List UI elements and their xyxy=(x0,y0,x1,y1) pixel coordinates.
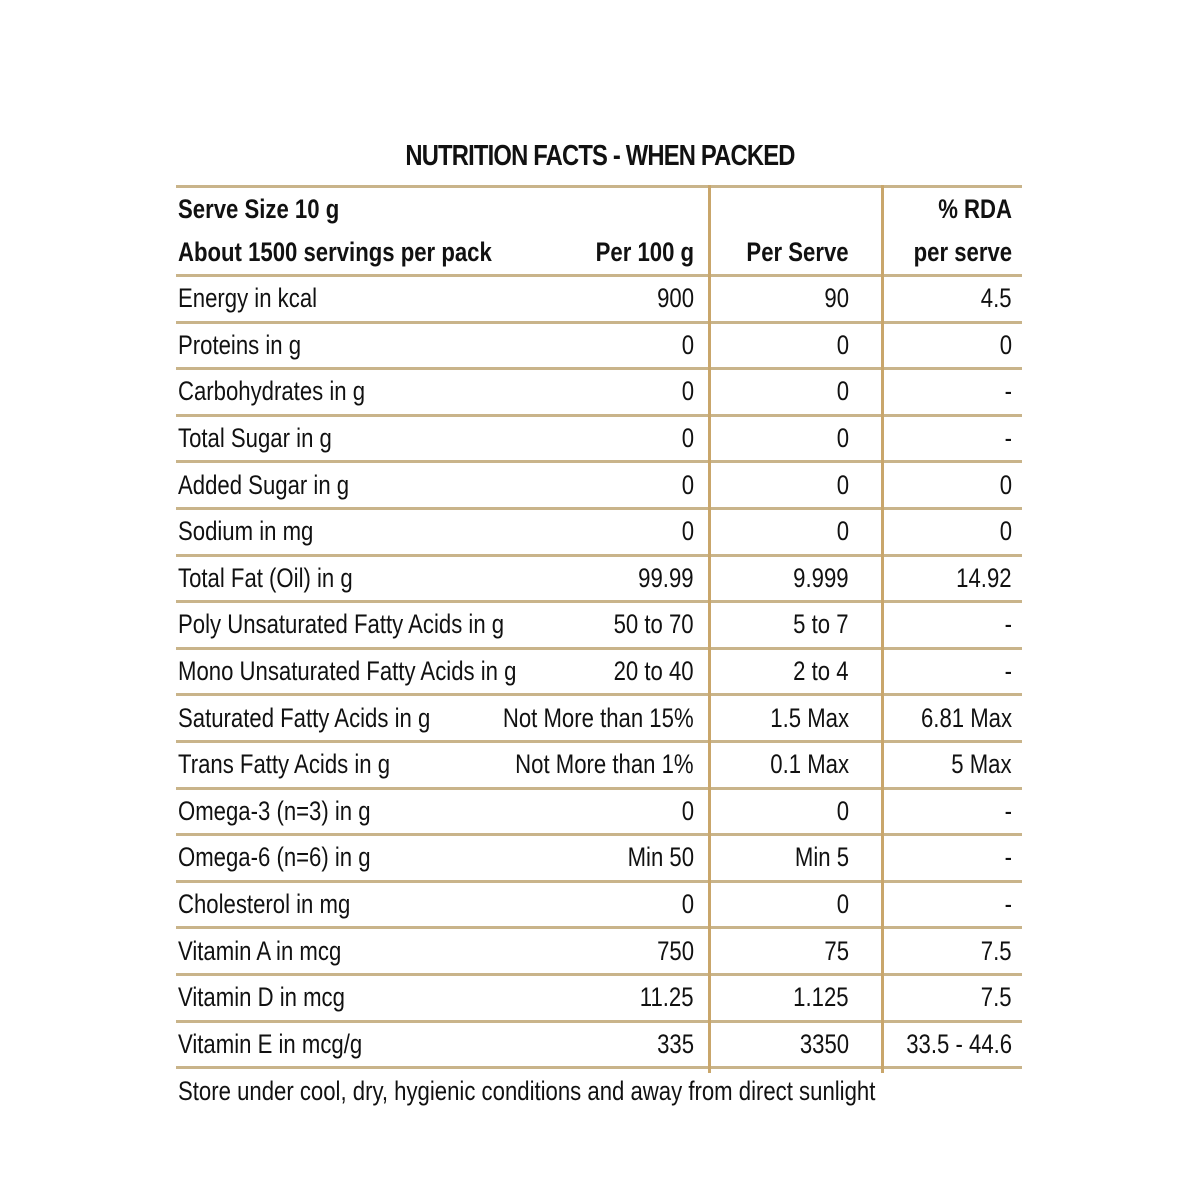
per-100g-value: 0 xyxy=(681,795,694,826)
rda-value: 0 xyxy=(999,469,1012,500)
table-row xyxy=(176,463,1022,510)
rda-value: 6.81 Max xyxy=(920,702,1012,733)
rda-value: 4.5 xyxy=(981,283,1012,314)
header-row-1 xyxy=(176,185,1022,231)
rda-value: 0 xyxy=(999,516,1012,547)
rda-value: - xyxy=(1004,609,1012,640)
per-serve-value: 90 xyxy=(824,283,849,314)
per-serve-value: 9.999 xyxy=(793,562,849,593)
table-row xyxy=(176,696,1022,743)
nutrient-label: Vitamin A in mcg xyxy=(178,935,342,966)
table-row xyxy=(176,929,1022,976)
table-row xyxy=(176,324,1022,371)
nutrient-label: Omega-6 (n=6) in g xyxy=(178,842,371,873)
column-divider-2 xyxy=(881,185,884,1073)
nutrient-label: Saturated Fatty Acids in g xyxy=(178,702,431,733)
rda-value: 0 xyxy=(999,329,1012,360)
rda-value: 14.92 xyxy=(956,562,1012,593)
per-100g-value: 750 xyxy=(657,935,694,966)
per-100g-value: 0 xyxy=(681,889,694,920)
table-row xyxy=(176,370,1022,417)
nutrient-label: Vitamin D in mcg xyxy=(178,982,345,1013)
header-row-2 xyxy=(176,231,1022,277)
per-serve-value: 0 xyxy=(836,516,849,547)
serve-size: Serve Size 10 g xyxy=(178,194,340,224)
per-100g-value: 0 xyxy=(681,329,694,360)
rda-header-line2: per serve xyxy=(913,237,1012,267)
nutrient-label: Energy in kcal xyxy=(178,283,318,314)
per-serve-value: 5 to 7 xyxy=(793,609,849,640)
nutrient-label: Carbohydrates in g xyxy=(178,376,366,407)
per-100g-value: 99.99 xyxy=(638,562,694,593)
table-row xyxy=(176,277,1022,324)
per-100g-value: Min 50 xyxy=(627,842,694,873)
per-100g-header: Per 100 g xyxy=(595,237,694,267)
per-100g-value: 0 xyxy=(681,516,694,547)
per-serve-value: 0 xyxy=(836,889,849,920)
table-row xyxy=(176,743,1022,790)
rda-value: - xyxy=(1004,889,1012,920)
per-100g-value: Not More than 15% xyxy=(503,702,694,733)
nutrition-title: NUTRITION FACTS - WHEN PACKED xyxy=(405,140,795,172)
table-row xyxy=(176,650,1022,697)
nutrient-label: Trans Fatty Acids in g xyxy=(178,749,391,780)
rda-value: - xyxy=(1004,795,1012,826)
rda-value: 33.5 - 44.6 xyxy=(906,1028,1012,1059)
per-100g-value: 11.25 xyxy=(640,982,694,1013)
per-100g-value: 335 xyxy=(657,1028,694,1059)
table-row xyxy=(176,883,1022,930)
table-row xyxy=(176,1023,1022,1070)
nutrition-table xyxy=(176,185,1022,1069)
nutrient-label: Poly Unsaturated Fatty Acids in g xyxy=(178,609,505,640)
servings-per-pack: About 1500 servings per pack xyxy=(178,237,492,267)
nutrient-label: Total Fat (Oil) in g xyxy=(178,562,353,593)
rda-value: - xyxy=(1004,423,1012,454)
per-serve-value: 1.5 Max xyxy=(770,702,849,733)
rda-value: 7.5 xyxy=(981,935,1012,966)
rda-header-line1: % RDA xyxy=(938,194,1012,224)
per-100g-value: 20 to 40 xyxy=(613,656,694,687)
table-row xyxy=(176,603,1022,650)
table-row xyxy=(176,976,1022,1023)
per-100g-value: 0 xyxy=(681,423,694,454)
nutrient-label: Vitamin E in mcg/g xyxy=(178,1028,363,1059)
nutrient-label: Proteins in g xyxy=(178,329,302,360)
per-serve-value: Min 5 xyxy=(794,842,849,873)
per-100g-value: 0 xyxy=(681,376,694,407)
table-row xyxy=(176,790,1022,837)
nutrient-label: Omega-3 (n=3) in g xyxy=(178,795,371,826)
per-serve-value: 0 xyxy=(836,469,849,500)
rda-value: - xyxy=(1004,376,1012,407)
per-serve-value: 0 xyxy=(836,423,849,454)
per-100g-value: 900 xyxy=(657,283,694,314)
table-row xyxy=(176,836,1022,883)
nutrient-label: Added Sugar in g xyxy=(178,469,350,500)
table-row xyxy=(176,557,1022,604)
rda-value: - xyxy=(1004,656,1012,687)
nutrient-label: Sodium in mg xyxy=(178,516,314,547)
table-row xyxy=(176,417,1022,464)
per-serve-header: Per Serve xyxy=(746,237,849,267)
storage-note: Store under cool, dry, hygienic conditions and away from direct sunlight xyxy=(178,1076,876,1106)
per-serve-value: 75 xyxy=(824,935,849,966)
nutrient-label: Total Sugar in g xyxy=(178,423,332,454)
nutrient-label: Mono Unsaturated Fatty Acids in g xyxy=(178,656,517,687)
per-serve-value: 2 to 4 xyxy=(793,656,849,687)
table-row xyxy=(176,510,1022,557)
per-serve-value: 0 xyxy=(836,329,849,360)
per-100g-value: 0 xyxy=(681,469,694,500)
per-100g-value: 50 to 70 xyxy=(613,609,694,640)
per-serve-value: 3350 xyxy=(799,1028,849,1059)
per-serve-value: 0 xyxy=(836,376,849,407)
rda-value: - xyxy=(1004,842,1012,873)
nutrient-label: Cholesterol in mg xyxy=(178,889,351,920)
column-divider-1 xyxy=(708,185,711,1073)
rda-value: 5 Max xyxy=(951,749,1012,780)
per-serve-value: 0.1 Max xyxy=(770,749,849,780)
rda-value: 7.5 xyxy=(981,982,1012,1013)
per-serve-value: 0 xyxy=(836,795,849,826)
per-100g-value: Not More than 1% xyxy=(515,749,694,780)
per-serve-value: 1.125 xyxy=(793,982,849,1013)
